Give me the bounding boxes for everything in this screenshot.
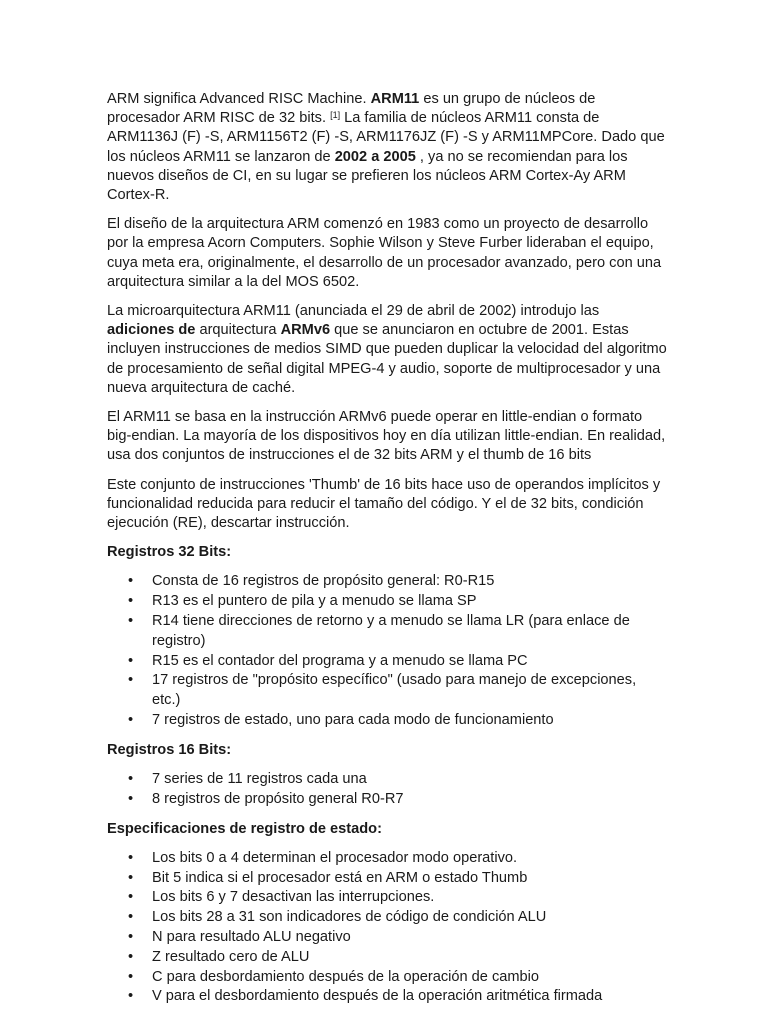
paragraph-endianness: El ARM11 se basa en la instrucción ARMv6 puede operar en little-endian o formato big-endian. La mayoría de los dispositivos hoy en día utilizan little-endian. En realidad, usa dos conjuntos de instrucciones el de 32 bits ARM y el thumb de 16 bits: [107, 409, 666, 464]
list-item: • Consta de 16 registros de propósito general: R0-R15: [107, 572, 667, 592]
text-run: es un grupo de núcleos de procesador ARM RISC de 32 bits.: [107, 91, 596, 127]
list-item: • 8 registros de propósito general R0-R7: [107, 790, 667, 810]
list-item: • 7 series de 11 registros cada una: [107, 770, 667, 790]
paragraph-microarchitecture: [107, 302, 667, 398]
bullet-icon: •: [128, 712, 134, 729]
list-item: • R14 tiene direcciones de retorno y a menudo se llama LR (para enlace de registro): [128, 613, 630, 649]
bold-term: 2002 a 2005: [334, 148, 416, 165]
list-item: • 7 registros de estado, uno para cada modo de funcionamiento: [107, 711, 667, 731]
bullet-icon: •: [128, 771, 134, 788]
list-item: • N para resultado ALU negativo: [107, 928, 667, 948]
citation-link[interactable]: [1]: [330, 110, 341, 121]
text-run: La microarquitectura ARM11 (anunciada el 29 de abril de 2002) introdujo las: [107, 303, 600, 320]
bullet-icon: •: [128, 909, 134, 926]
bold-term: ARM11: [370, 91, 420, 107]
paragraph-history: El diseño de la arquitectura ARM comenzó en 1983 como un proyecto de desarrollo por la empresa Acorn Computers. Sophie Wilson y Steve Furber lideraban el equipo, cuya meta era, originalmente, el desarrollo de un procesador avanzado, pero con una arquitectura similar a la del MOS 6502.: [107, 216, 662, 290]
list-item: • 17 registros de "propósito específico" (usado para manejo de excepciones, etc.): [128, 672, 637, 709]
bullet-icon: •: [128, 869, 134, 886]
list-item: • R13 es el puntero de pila y a menudo se llama SP: [107, 592, 667, 612]
list-item: • R15 es el contador del programa y a menudo se llama PC: [107, 652, 667, 672]
list-item: • Los bits 6 y 7 desactivan las interrupciones.: [107, 888, 667, 908]
bullet-icon: •: [128, 672, 134, 689]
list-item: • Los bits 0 a 4 determinan el procesador modo operativo.: [107, 849, 667, 869]
paragraph-thumb: Este conjunto de instrucciones 'Thumb' de 16 bits hace uso de operandos implícitos y funcionalidad reducida para reducir el tamaño del código. Y el de 32 bits, condición ejecución (RE), descartar instrucción.: [107, 476, 661, 532]
list-item: • V para el desbordamiento después de la operación aritmética firmada: [107, 987, 667, 1007]
bold-term: adiciones de: [107, 322, 196, 339]
bullet-icon: •: [128, 849, 134, 866]
text-run: ARM significa Advanced RISC Machine.: [107, 91, 371, 107]
text-run: que se anunciaron en octubre de 2001. Estas incluyen instrucciones de medios SIMD que pueden duplicar la velocidad del algoritmo de procesamiento de señal digital MPEG-4 y audio, soporte de multiprocesador y una nueva arquitectura de caché.: [107, 322, 667, 396]
text-run: , ya no se recomiendan para los nuevos diseños de CI, en su lugar se prefieren los núcleos ARM Cortex-Ay ARM Cortex-R.: [107, 148, 628, 204]
bullet-icon: •: [128, 948, 134, 965]
bullet-icon: •: [128, 573, 134, 590]
text-run: arquitectura: [195, 322, 281, 339]
section-registros-16: [107, 741, 667, 810]
list-item: • Bit 5 indica si el procesador está en ARM o estado Thumb: [107, 869, 667, 889]
section-heading: Registros 16 Bits:: [107, 741, 232, 758]
bullet-list: [107, 572, 667, 730]
bullet-icon: •: [128, 889, 134, 906]
list-item: • Z resultado cero de ALU: [107, 948, 667, 968]
bullet-list: [107, 849, 667, 1007]
bullet-icon: •: [128, 652, 134, 669]
bullet-icon: •: [128, 790, 134, 807]
section-heading: Especificaciones de registro de estado:: [107, 820, 382, 837]
bullet-icon: •: [128, 593, 134, 610]
list-item: • Los bits 28 a 31 son indicadores de código de condición ALU: [107, 908, 667, 928]
bullet-icon: •: [128, 968, 134, 985]
section-registros-32: [107, 543, 667, 731]
section-registro-estado: [107, 820, 667, 1008]
document-page: [107, 90, 667, 1017]
list-item: • C para desbordamiento después de la operación de cambio: [107, 968, 667, 988]
bold-term: ARMv6: [280, 322, 331, 339]
paragraph-intro: [107, 90, 667, 205]
bullet-icon: •: [128, 613, 134, 630]
bullet-list: [107, 770, 667, 810]
section-heading: Registros 32 Bits:: [107, 544, 232, 561]
bullet-icon: •: [128, 929, 134, 946]
bullet-icon: •: [128, 988, 134, 1005]
text-run: La familia de núcleos ARM11 consta de ARM1136J (F) -S, ARM1156T2 (F) -S, ARM1176JZ (F) -S y ARM11MPCore. Dado que los núcleos ARM11 se lanzaron de: [107, 110, 665, 165]
